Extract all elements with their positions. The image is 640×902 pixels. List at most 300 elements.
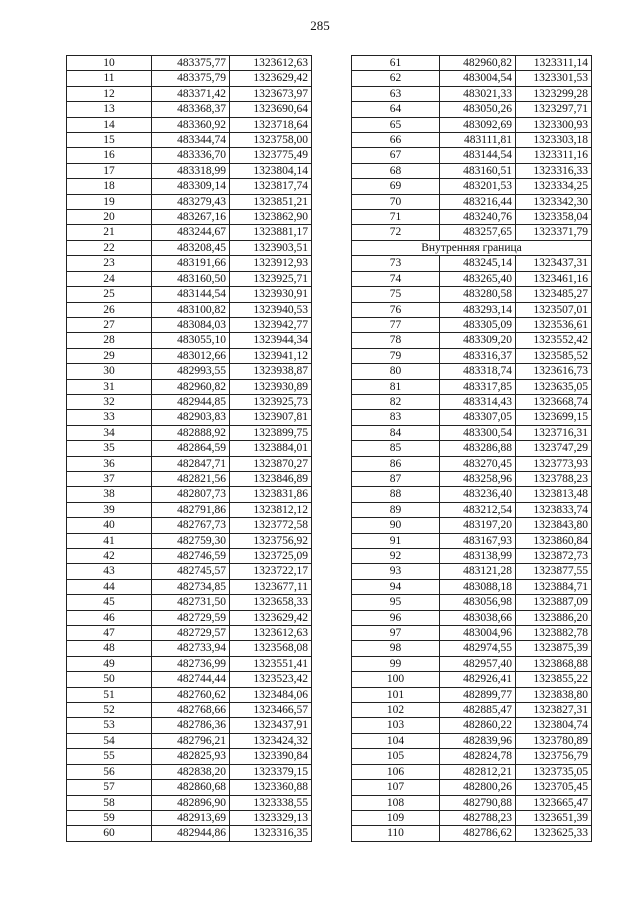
y-coordinate-cell: 1323884,71 bbox=[516, 579, 592, 594]
point-number-cell: 53 bbox=[67, 718, 152, 733]
table-row bbox=[67, 348, 312, 363]
table-row bbox=[67, 549, 312, 564]
x-coordinate-cell: 482786,36 bbox=[152, 718, 230, 733]
table-row bbox=[352, 826, 592, 841]
point-number-cell: 56 bbox=[67, 764, 152, 779]
x-coordinate-cell: 482839,96 bbox=[440, 733, 516, 748]
x-coordinate-cell: 483244,67 bbox=[152, 225, 230, 240]
table-row bbox=[352, 564, 592, 579]
y-coordinate-cell: 1323944,34 bbox=[230, 333, 312, 348]
table-row bbox=[67, 456, 312, 471]
table-row bbox=[67, 179, 312, 194]
y-coordinate-cell: 1323360,88 bbox=[230, 780, 312, 795]
point-number-cell: 12 bbox=[67, 86, 152, 101]
y-coordinate-cell: 1323804,74 bbox=[516, 718, 592, 733]
section-heading-row bbox=[352, 240, 592, 255]
x-coordinate-cell: 483258,96 bbox=[440, 471, 516, 486]
y-coordinate-cell: 1323833,74 bbox=[516, 502, 592, 517]
y-coordinate-cell: 1323773,93 bbox=[516, 456, 592, 471]
y-coordinate-cell: 1323756,92 bbox=[230, 533, 312, 548]
y-coordinate-cell: 1323938,87 bbox=[230, 364, 312, 379]
point-number-cell: 86 bbox=[352, 456, 440, 471]
x-coordinate-cell: 482888,92 bbox=[152, 425, 230, 440]
table-row bbox=[67, 810, 312, 825]
x-coordinate-cell: 483257,65 bbox=[440, 225, 516, 240]
point-number-cell: 26 bbox=[67, 302, 152, 317]
point-number-cell: 19 bbox=[67, 194, 152, 209]
table-row bbox=[352, 718, 592, 733]
table-row bbox=[67, 487, 312, 502]
point-number-cell: 100 bbox=[352, 672, 440, 687]
y-coordinate-cell: 1323930,89 bbox=[230, 379, 312, 394]
x-coordinate-cell: 482944,86 bbox=[152, 826, 230, 841]
y-coordinate-cell: 1323536,61 bbox=[516, 317, 592, 332]
point-number-cell: 96 bbox=[352, 610, 440, 625]
y-coordinate-cell: 1323303,18 bbox=[516, 133, 592, 148]
point-number-cell: 58 bbox=[67, 795, 152, 810]
table-row bbox=[352, 256, 592, 271]
table-row bbox=[352, 703, 592, 718]
y-coordinate-cell: 1323568,08 bbox=[230, 641, 312, 656]
x-coordinate-cell: 482974,55 bbox=[440, 641, 516, 656]
point-number-cell: 82 bbox=[352, 394, 440, 409]
x-coordinate-cell: 483138,99 bbox=[440, 549, 516, 564]
x-coordinate-cell: 483265,40 bbox=[440, 271, 516, 286]
table-row bbox=[352, 441, 592, 456]
table-row bbox=[67, 672, 312, 687]
point-number-cell: 21 bbox=[67, 225, 152, 240]
x-coordinate-cell: 482926,41 bbox=[440, 672, 516, 687]
y-coordinate-cell: 1323722,17 bbox=[230, 564, 312, 579]
table-row bbox=[67, 86, 312, 101]
x-coordinate-cell: 483216,44 bbox=[440, 194, 516, 209]
point-number-cell: 23 bbox=[67, 256, 152, 271]
point-number-cell: 103 bbox=[352, 718, 440, 733]
y-coordinate-cell: 1323437,91 bbox=[230, 718, 312, 733]
x-coordinate-cell: 483021,33 bbox=[440, 86, 516, 101]
y-coordinate-cell: 1323725,09 bbox=[230, 549, 312, 564]
point-number-cell: 10 bbox=[67, 56, 152, 71]
y-coordinate-cell: 1323907,81 bbox=[230, 410, 312, 425]
point-number-cell: 99 bbox=[352, 656, 440, 671]
table-row bbox=[67, 703, 312, 718]
y-coordinate-cell: 1323629,42 bbox=[230, 610, 312, 625]
y-coordinate-cell: 1323334,25 bbox=[516, 179, 592, 194]
y-coordinate-cell: 1323843,80 bbox=[516, 518, 592, 533]
y-coordinate-cell: 1323297,71 bbox=[516, 102, 592, 117]
point-number-cell: 104 bbox=[352, 733, 440, 748]
x-coordinate-cell: 483375,77 bbox=[152, 56, 230, 71]
point-number-cell: 81 bbox=[352, 379, 440, 394]
y-coordinate-cell: 1323812,12 bbox=[230, 502, 312, 517]
table-row bbox=[352, 749, 592, 764]
point-number-cell: 65 bbox=[352, 117, 440, 132]
point-number-cell: 108 bbox=[352, 795, 440, 810]
table-row bbox=[352, 302, 592, 317]
table-row bbox=[352, 271, 592, 286]
point-number-cell: 43 bbox=[67, 564, 152, 579]
x-coordinate-cell: 483245,14 bbox=[440, 256, 516, 271]
point-number-cell: 61 bbox=[352, 56, 440, 71]
x-coordinate-cell: 482731,50 bbox=[152, 595, 230, 610]
table-row bbox=[352, 410, 592, 425]
y-coordinate-cell: 1323788,23 bbox=[516, 471, 592, 486]
table-row bbox=[352, 595, 592, 610]
table-row bbox=[352, 626, 592, 641]
table-row bbox=[352, 133, 592, 148]
x-coordinate-cell: 483197,20 bbox=[440, 518, 516, 533]
x-coordinate-cell: 483092,69 bbox=[440, 117, 516, 132]
point-number-cell: 11 bbox=[67, 71, 152, 86]
table-row bbox=[67, 718, 312, 733]
point-number-cell: 46 bbox=[67, 610, 152, 625]
y-coordinate-cell: 1323635,05 bbox=[516, 379, 592, 394]
x-coordinate-cell: 483160,51 bbox=[440, 163, 516, 178]
y-coordinate-cell: 1323846,89 bbox=[230, 471, 312, 486]
table-row bbox=[352, 810, 592, 825]
point-number-cell: 101 bbox=[352, 687, 440, 702]
y-coordinate-cell: 1323851,21 bbox=[230, 194, 312, 209]
y-coordinate-cell: 1323881,17 bbox=[230, 225, 312, 240]
point-number-cell: 74 bbox=[352, 271, 440, 286]
y-coordinate-cell: 1323690,64 bbox=[230, 102, 312, 117]
x-coordinate-cell: 482825,93 bbox=[152, 749, 230, 764]
table-row bbox=[67, 733, 312, 748]
point-number-cell: 34 bbox=[67, 425, 152, 440]
table-row bbox=[352, 394, 592, 409]
x-coordinate-cell: 482899,77 bbox=[440, 687, 516, 702]
point-number-cell: 75 bbox=[352, 287, 440, 302]
x-coordinate-cell: 482760,62 bbox=[152, 687, 230, 702]
y-coordinate-cell: 1323329,13 bbox=[230, 810, 312, 825]
x-coordinate-cell: 483055,10 bbox=[152, 333, 230, 348]
point-number-cell: 38 bbox=[67, 487, 152, 502]
table-row bbox=[352, 86, 592, 101]
point-number-cell: 66 bbox=[352, 133, 440, 148]
y-coordinate-cell: 1323705,45 bbox=[516, 780, 592, 795]
x-coordinate-cell: 482838,20 bbox=[152, 764, 230, 779]
x-coordinate-cell: 483336,70 bbox=[152, 148, 230, 163]
point-number-cell: 64 bbox=[352, 102, 440, 117]
table-row bbox=[67, 441, 312, 456]
table-row bbox=[67, 71, 312, 86]
table-row bbox=[352, 687, 592, 702]
point-number-cell: 28 bbox=[67, 333, 152, 348]
x-coordinate-cell: 483111,81 bbox=[440, 133, 516, 148]
x-coordinate-cell: 483121,28 bbox=[440, 564, 516, 579]
table-row bbox=[67, 194, 312, 209]
point-number-cell: 76 bbox=[352, 302, 440, 317]
x-coordinate-cell: 482903,83 bbox=[152, 410, 230, 425]
point-number-cell: 97 bbox=[352, 626, 440, 641]
table-row bbox=[352, 656, 592, 671]
point-number-cell: 95 bbox=[352, 595, 440, 610]
table-row bbox=[67, 610, 312, 625]
y-coordinate-cell: 1323507,01 bbox=[516, 302, 592, 317]
point-number-cell: 36 bbox=[67, 456, 152, 471]
x-coordinate-cell: 482847,71 bbox=[152, 456, 230, 471]
x-coordinate-cell: 483371,42 bbox=[152, 86, 230, 101]
point-number-cell: 80 bbox=[352, 364, 440, 379]
x-coordinate-cell: 482733,94 bbox=[152, 641, 230, 656]
y-coordinate-cell: 1323860,84 bbox=[516, 533, 592, 548]
point-number-cell: 87 bbox=[352, 471, 440, 486]
table-row bbox=[67, 210, 312, 225]
point-number-cell: 15 bbox=[67, 133, 152, 148]
point-number-cell: 93 bbox=[352, 564, 440, 579]
y-coordinate-cell: 1323379,15 bbox=[230, 764, 312, 779]
point-number-cell: 107 bbox=[352, 780, 440, 795]
y-coordinate-cell: 1323552,42 bbox=[516, 333, 592, 348]
y-coordinate-cell: 1323899,75 bbox=[230, 425, 312, 440]
y-coordinate-cell: 1323485,27 bbox=[516, 287, 592, 302]
table-row bbox=[67, 163, 312, 178]
point-number-cell: 69 bbox=[352, 179, 440, 194]
point-number-cell: 67 bbox=[352, 148, 440, 163]
table-row bbox=[352, 379, 592, 394]
y-coordinate-cell: 1323316,33 bbox=[516, 163, 592, 178]
x-coordinate-cell: 483144,54 bbox=[440, 148, 516, 163]
table-row bbox=[352, 317, 592, 332]
y-coordinate-cell: 1323551,41 bbox=[230, 656, 312, 671]
table-row bbox=[352, 102, 592, 117]
x-coordinate-cell: 483318,99 bbox=[152, 163, 230, 178]
x-coordinate-cell: 483267,16 bbox=[152, 210, 230, 225]
table-row bbox=[352, 549, 592, 564]
table-row bbox=[67, 595, 312, 610]
x-coordinate-cell: 483314,43 bbox=[440, 394, 516, 409]
y-coordinate-cell: 1323424,32 bbox=[230, 733, 312, 748]
y-coordinate-cell: 1323831,86 bbox=[230, 487, 312, 502]
table-row bbox=[67, 410, 312, 425]
table-row bbox=[67, 579, 312, 594]
table-row bbox=[67, 564, 312, 579]
y-coordinate-cell: 1323862,90 bbox=[230, 210, 312, 225]
table-row bbox=[352, 225, 592, 240]
x-coordinate-cell: 483240,76 bbox=[440, 210, 516, 225]
x-coordinate-cell: 483309,20 bbox=[440, 333, 516, 348]
x-coordinate-cell: 483344,74 bbox=[152, 133, 230, 148]
y-coordinate-cell: 1323338,55 bbox=[230, 795, 312, 810]
point-number-cell: 48 bbox=[67, 641, 152, 656]
y-coordinate-cell: 1323942,77 bbox=[230, 317, 312, 332]
y-coordinate-cell: 1323466,57 bbox=[230, 703, 312, 718]
x-coordinate-cell: 483309,14 bbox=[152, 179, 230, 194]
y-coordinate-cell: 1323747,29 bbox=[516, 441, 592, 456]
y-coordinate-cell: 1323390,84 bbox=[230, 749, 312, 764]
x-coordinate-cell: 483286,88 bbox=[440, 441, 516, 456]
y-coordinate-cell: 1323716,31 bbox=[516, 425, 592, 440]
point-number-cell: 91 bbox=[352, 533, 440, 548]
x-coordinate-cell: 482786,62 bbox=[440, 826, 516, 841]
y-coordinate-cell: 1323651,39 bbox=[516, 810, 592, 825]
table-row bbox=[67, 256, 312, 271]
point-number-cell: 79 bbox=[352, 348, 440, 363]
x-coordinate-cell: 482821,56 bbox=[152, 471, 230, 486]
x-coordinate-cell: 482767,73 bbox=[152, 518, 230, 533]
point-number-cell: 29 bbox=[67, 348, 152, 363]
table-row bbox=[67, 302, 312, 317]
point-number-cell: 25 bbox=[67, 287, 152, 302]
table-row bbox=[352, 194, 592, 209]
x-coordinate-cell: 483368,37 bbox=[152, 102, 230, 117]
x-coordinate-cell: 483305,09 bbox=[440, 317, 516, 332]
y-coordinate-cell: 1323756,79 bbox=[516, 749, 592, 764]
table-row bbox=[67, 518, 312, 533]
x-coordinate-cell: 483050,26 bbox=[440, 102, 516, 117]
point-number-cell: 50 bbox=[67, 672, 152, 687]
table-row bbox=[67, 533, 312, 548]
table-row bbox=[352, 672, 592, 687]
table-row bbox=[67, 240, 312, 255]
x-coordinate-cell: 482944,85 bbox=[152, 394, 230, 409]
x-coordinate-cell: 483293,14 bbox=[440, 302, 516, 317]
point-number-cell: 106 bbox=[352, 764, 440, 779]
x-coordinate-cell: 482745,57 bbox=[152, 564, 230, 579]
point-number-cell: 27 bbox=[67, 317, 152, 332]
point-number-cell: 39 bbox=[67, 502, 152, 517]
table-row bbox=[352, 117, 592, 132]
y-coordinate-cell: 1323817,74 bbox=[230, 179, 312, 194]
table-row bbox=[67, 826, 312, 841]
table-row bbox=[352, 163, 592, 178]
y-coordinate-cell: 1323484,06 bbox=[230, 687, 312, 702]
x-coordinate-cell: 483191,66 bbox=[152, 256, 230, 271]
x-coordinate-cell: 483004,54 bbox=[440, 71, 516, 86]
point-number-cell: 63 bbox=[352, 86, 440, 101]
y-coordinate-cell: 1323301,53 bbox=[516, 71, 592, 86]
x-coordinate-cell: 483280,58 bbox=[440, 287, 516, 302]
point-number-cell: 77 bbox=[352, 317, 440, 332]
point-number-cell: 57 bbox=[67, 780, 152, 795]
table-row bbox=[67, 56, 312, 71]
y-coordinate-cell: 1323930,91 bbox=[230, 287, 312, 302]
point-number-cell: 55 bbox=[67, 749, 152, 764]
y-coordinate-cell: 1323311,14 bbox=[516, 56, 592, 71]
table-row bbox=[67, 148, 312, 163]
y-coordinate-cell: 1323870,27 bbox=[230, 456, 312, 471]
point-number-cell: 52 bbox=[67, 703, 152, 718]
y-coordinate-cell: 1323299,28 bbox=[516, 86, 592, 101]
point-number-cell: 89 bbox=[352, 502, 440, 517]
point-number-cell: 90 bbox=[352, 518, 440, 533]
x-coordinate-cell: 483160,50 bbox=[152, 271, 230, 286]
y-coordinate-cell: 1323437,31 bbox=[516, 256, 592, 271]
table-row bbox=[67, 626, 312, 641]
x-coordinate-cell: 482788,23 bbox=[440, 810, 516, 825]
y-coordinate-cell: 1323884,01 bbox=[230, 441, 312, 456]
point-number-cell: 54 bbox=[67, 733, 152, 748]
point-number-cell: 84 bbox=[352, 425, 440, 440]
y-coordinate-cell: 1323718,64 bbox=[230, 117, 312, 132]
table-row bbox=[67, 656, 312, 671]
y-coordinate-cell: 1323311,16 bbox=[516, 148, 592, 163]
x-coordinate-cell: 483208,45 bbox=[152, 240, 230, 255]
x-coordinate-cell: 482768,66 bbox=[152, 703, 230, 718]
x-coordinate-cell: 483088,18 bbox=[440, 579, 516, 594]
y-coordinate-cell: 1323775,49 bbox=[230, 148, 312, 163]
table-row bbox=[352, 71, 592, 86]
point-number-cell: 16 bbox=[67, 148, 152, 163]
table-row bbox=[352, 56, 592, 71]
y-coordinate-cell: 1323316,35 bbox=[230, 826, 312, 841]
point-number-cell: 13 bbox=[67, 102, 152, 117]
table-row bbox=[352, 579, 592, 594]
y-coordinate-cell: 1323658,33 bbox=[230, 595, 312, 610]
point-number-cell: 109 bbox=[352, 810, 440, 825]
table-row bbox=[67, 795, 312, 810]
y-coordinate-cell: 1323461,16 bbox=[516, 271, 592, 286]
table-row bbox=[67, 780, 312, 795]
y-coordinate-cell: 1323735,05 bbox=[516, 764, 592, 779]
table-row bbox=[352, 502, 592, 517]
x-coordinate-cell: 483012,66 bbox=[152, 348, 230, 363]
x-coordinate-cell: 482729,57 bbox=[152, 626, 230, 641]
y-coordinate-cell: 1323940,53 bbox=[230, 302, 312, 317]
table-row bbox=[352, 610, 592, 625]
point-number-cell: 98 bbox=[352, 641, 440, 656]
x-coordinate-cell: 483270,45 bbox=[440, 456, 516, 471]
table-row bbox=[67, 687, 312, 702]
table-row bbox=[67, 333, 312, 348]
y-coordinate-cell: 1323875,39 bbox=[516, 641, 592, 656]
y-coordinate-cell: 1323804,14 bbox=[230, 163, 312, 178]
x-coordinate-cell: 482824,78 bbox=[440, 749, 516, 764]
x-coordinate-cell: 482896,90 bbox=[152, 795, 230, 810]
x-coordinate-cell: 482885,47 bbox=[440, 703, 516, 718]
table-row bbox=[352, 456, 592, 471]
point-number-cell: 94 bbox=[352, 579, 440, 594]
y-coordinate-cell: 1323855,22 bbox=[516, 672, 592, 687]
point-number-cell: 78 bbox=[352, 333, 440, 348]
point-number-cell: 44 bbox=[67, 579, 152, 594]
x-coordinate-cell: 482960,82 bbox=[152, 379, 230, 394]
table-row bbox=[67, 425, 312, 440]
x-coordinate-cell: 482807,73 bbox=[152, 487, 230, 502]
point-number-cell: 72 bbox=[352, 225, 440, 240]
point-number-cell: 73 bbox=[352, 256, 440, 271]
y-coordinate-cell: 1323629,42 bbox=[230, 71, 312, 86]
table-row bbox=[352, 764, 592, 779]
y-coordinate-cell: 1323887,09 bbox=[516, 595, 592, 610]
x-coordinate-cell: 482746,59 bbox=[152, 549, 230, 564]
point-number-cell: 92 bbox=[352, 549, 440, 564]
table-row bbox=[67, 471, 312, 486]
point-number-cell: 30 bbox=[67, 364, 152, 379]
point-number-cell: 88 bbox=[352, 487, 440, 502]
point-number-cell: 70 bbox=[352, 194, 440, 209]
point-number-cell: 105 bbox=[352, 749, 440, 764]
y-coordinate-cell: 1323827,31 bbox=[516, 703, 592, 718]
x-coordinate-cell: 483004,96 bbox=[440, 626, 516, 641]
table-row bbox=[352, 364, 592, 379]
point-number-cell: 35 bbox=[67, 441, 152, 456]
point-number-cell: 31 bbox=[67, 379, 152, 394]
y-coordinate-cell: 1323941,12 bbox=[230, 348, 312, 363]
y-coordinate-cell: 1323358,04 bbox=[516, 210, 592, 225]
point-number-cell: 68 bbox=[352, 163, 440, 178]
point-number-cell: 40 bbox=[67, 518, 152, 533]
y-coordinate-cell: 1323780,89 bbox=[516, 733, 592, 748]
x-coordinate-cell: 483100,82 bbox=[152, 302, 230, 317]
point-number-cell: 22 bbox=[67, 240, 152, 255]
point-number-cell: 37 bbox=[67, 471, 152, 486]
x-coordinate-cell: 482800,26 bbox=[440, 780, 516, 795]
y-coordinate-cell: 1323758,00 bbox=[230, 133, 312, 148]
x-coordinate-cell: 482790,88 bbox=[440, 795, 516, 810]
x-coordinate-cell: 483279,43 bbox=[152, 194, 230, 209]
table-row bbox=[352, 780, 592, 795]
